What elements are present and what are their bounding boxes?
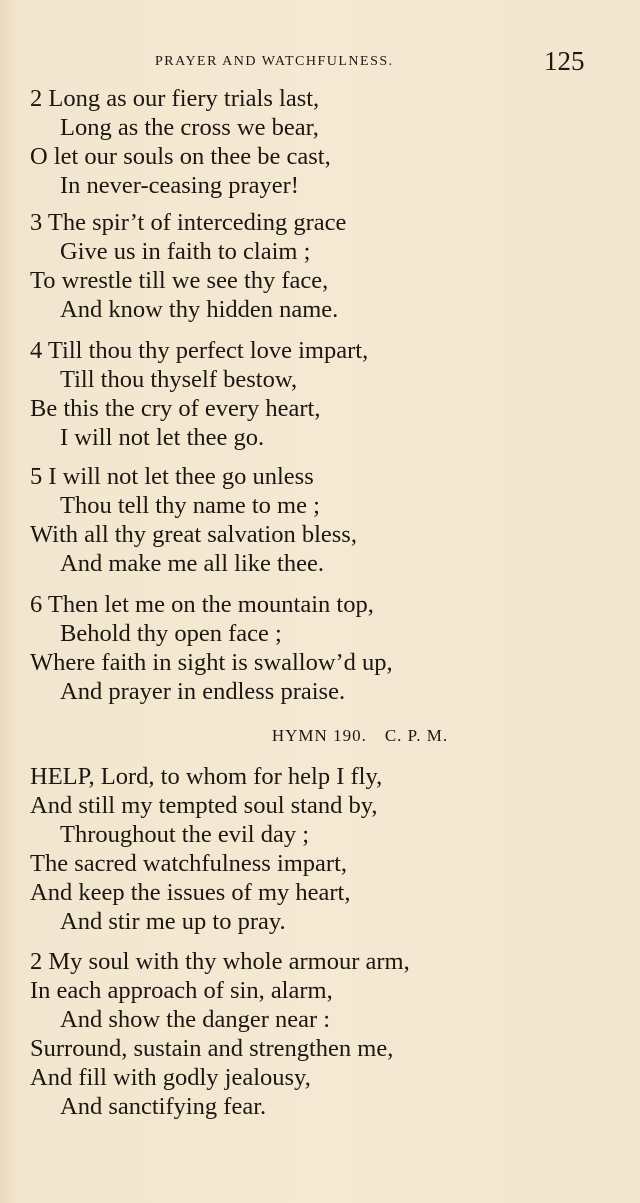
stanza-4 [30, 336, 620, 452]
stanza-2 [30, 84, 620, 200]
verse-line: Give us in faith to claim ; [60, 238, 311, 265]
verse-line: And keep the issues of my heart, [30, 879, 351, 906]
verse-line: And prayer in endless praise. [60, 678, 346, 705]
stanza-5 [30, 462, 620, 578]
verse-line: To wrestle till we see thy face, [30, 267, 329, 294]
hymn-190-stanza-1 [30, 762, 620, 936]
hymn-number: HYMN 190. [271, 726, 367, 745]
verse-line: Throughout the evil day ; [60, 821, 310, 848]
verse-line: And make me all like thee. [60, 550, 324, 577]
verse-line: HELP, Lord, to whom for help I fly, [30, 763, 383, 790]
hymn-190-stanza-2 [30, 947, 620, 1121]
verse-line: 3 The spir’t of interceding grace [30, 209, 347, 236]
verse-line: 2 Long as our fiery trials last, [30, 85, 320, 112]
verse-line: With all thy great salvation bless, [30, 521, 357, 548]
verse-line: And fill with godly jealousy, [30, 1064, 311, 1091]
verse-line: Till thou thyself bestow, [60, 366, 298, 393]
verse-line: The sacred watchfulness impart, [30, 850, 348, 877]
verse-line: In never-ceasing prayer! [60, 172, 299, 199]
verse-line: Surround, sustain and strengthen me, [30, 1035, 394, 1062]
stanza-6 [30, 590, 620, 706]
verse-line: I will not let thee go. [60, 424, 265, 451]
verse-line: And still my tempted soul stand by, [30, 792, 378, 819]
verse-line: Where faith in sight is swallow’d up, [30, 649, 393, 676]
verse-line: Behold thy open face ; [60, 620, 282, 647]
verse-line: Thou tell thy name to me ; [60, 492, 320, 519]
verse-line: 4 Till thou thy perfect love impart, [30, 337, 369, 364]
verse-line: And know thy hidden name. [60, 296, 339, 323]
verse-line: Long as the cross we bear, [60, 114, 319, 141]
verse-line: And stir me up to pray. [60, 908, 286, 935]
stanza-3 [30, 208, 620, 324]
hymn-meter: C. P. M. [384, 726, 449, 745]
verse-line: And sanctifying fear. [60, 1093, 267, 1120]
verse-line: O let our souls on thee be cast, [30, 143, 331, 170]
verse-line: 6 Then let me on the mountain top, [30, 591, 374, 618]
verse-line: And show the danger near : [60, 1006, 331, 1033]
running-head [0, 46, 640, 76]
page-number: 125 [544, 46, 585, 76]
running-title: PRAYER AND WATCHFULNESS. [155, 54, 394, 69]
hymn-heading [0, 726, 640, 746]
verse-line: 2 My soul with thy whole armour arm, [30, 948, 410, 975]
verse-line: Be this the cry of every heart, [30, 395, 321, 422]
verse-line: In each approach of sin, alarm, [30, 977, 333, 1004]
verse-line: 5 I will not let thee go unless [30, 463, 314, 490]
